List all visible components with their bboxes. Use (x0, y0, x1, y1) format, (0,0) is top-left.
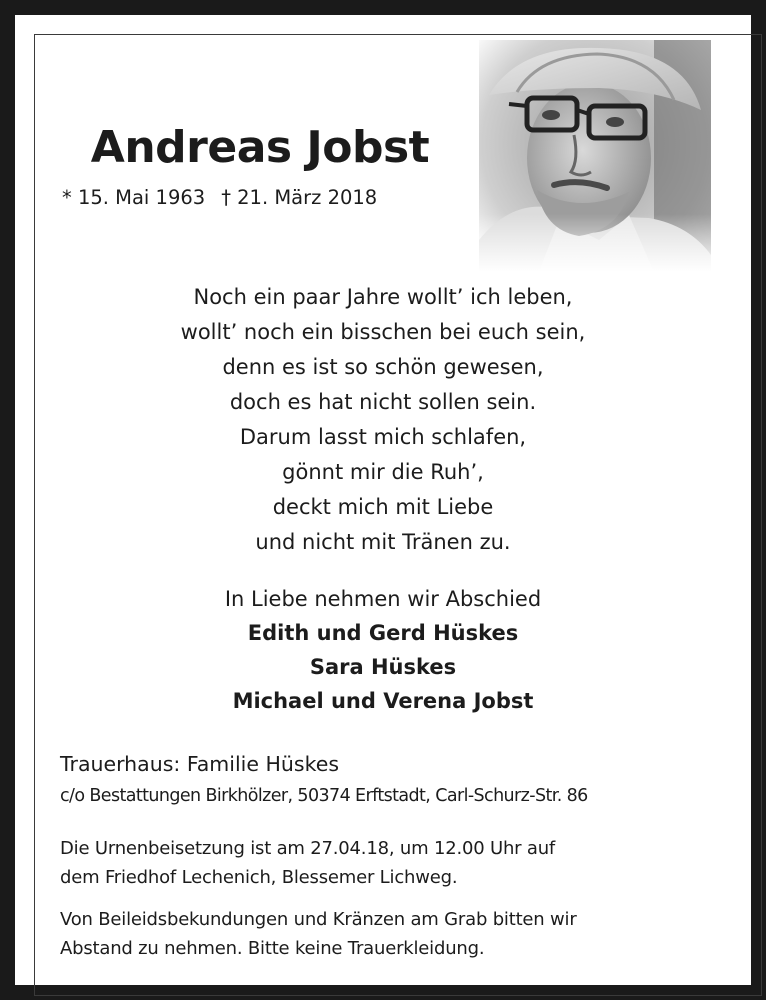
farewell-intro: In Liebe nehmen wir Abschied (224, 587, 542, 611)
poem-line: denn es ist so schön gewesen, (222, 355, 544, 379)
birth-date: * 15. Mai 1963 (62, 186, 206, 209)
poem-line: wollt’ noch ein bisschen bei euch sein, (180, 320, 586, 344)
burial-info (60, 834, 555, 892)
poem-line: gönnt mir die Ruh’, (282, 460, 484, 484)
poem-line: Noch ein paar Jahre wollt’ ich leben, (193, 285, 573, 309)
death-date: † 21. März 2018 (221, 186, 378, 209)
life-dates (62, 186, 377, 209)
mourning-house: Trauerhaus: Familie Hüskes (60, 752, 340, 776)
poem-line: und nicht mit Tränen zu. (255, 530, 511, 554)
memorial-poem (83, 280, 683, 560)
burial-info-line: dem Friedhof Lechenich, Blessemer Lichweg. (60, 867, 458, 888)
mourner-name: Sara Hüskes (309, 655, 457, 679)
poem-line: doch es hat nicht sollen sein. (229, 390, 537, 414)
mourning-address: c/o Bestattungen Birkhölzer, 50374 Erftstadt, Carl-Schurz-Str. 86 (60, 786, 588, 806)
mourner-name: Edith und Gerd Hüskes (247, 621, 519, 645)
mourners-block (83, 582, 683, 718)
condolence-request-line: Von Beileidsbekundungen und Kränzen am Grab bitten wir (60, 909, 577, 930)
deceased-name: Andreas Jobst (90, 122, 430, 173)
mourner-name: Michael und Verena Jobst (232, 689, 534, 713)
poem-line: deckt mich mit Liebe (272, 495, 494, 519)
poem-line: Darum lasst mich schlafen, (239, 425, 527, 449)
condolence-request-line: Abstand zu nehmen. Bitte keine Trauerkleidung. (60, 938, 485, 959)
condolence-request (60, 905, 577, 963)
portrait-photo (479, 40, 711, 272)
burial-info-line: Die Urnenbeisetzung ist am 27.04.18, um 12.00 Uhr auf (60, 838, 556, 859)
